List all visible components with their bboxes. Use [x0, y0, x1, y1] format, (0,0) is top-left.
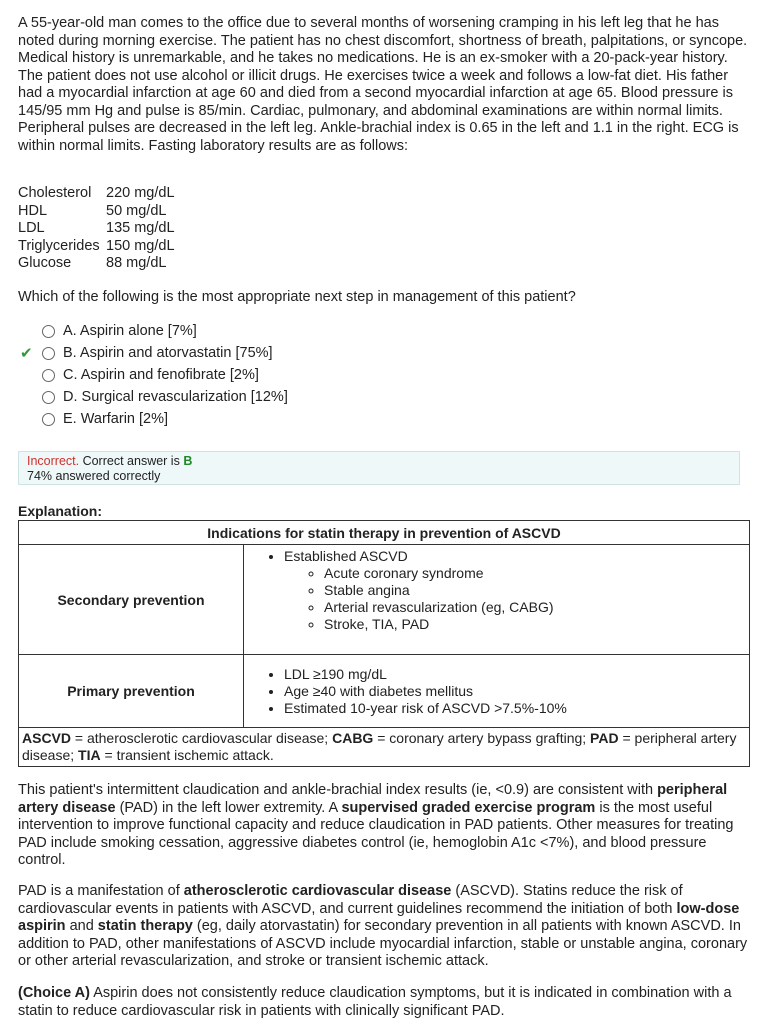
radio-button[interactable] [42, 391, 55, 404]
lab-row [18, 203, 175, 221]
explanation-heading: Explanation: [18, 503, 103, 519]
list-item: • LDL ≥190 mg/dL [284, 666, 749, 683]
lab-value: 135 mg/dL [106, 220, 175, 236]
primary-criteria [244, 655, 750, 728]
choice-b[interactable] [20, 342, 288, 364]
choice-label: B. Aspirin and atorvastatin [75%] [63, 345, 273, 361]
secondary-criteria [244, 545, 750, 655]
list-item: ◦ Stable angina [324, 582, 749, 599]
lab-name: LDL [18, 220, 45, 236]
lab-row [18, 255, 175, 273]
radio-button[interactable] [42, 325, 55, 338]
table-footnote: ASCVD = atherosclerotic cardiovascular disease; CABG = coronary artery bypass grafting; PAD = peripheral artery disease; TIA = transient ischemic attack. [19, 728, 750, 767]
choice-e[interactable] [20, 408, 288, 430]
choice-c[interactable] [20, 364, 288, 386]
lab-value: 50 mg/dL [106, 202, 167, 219]
choice-label: A. Aspirin alone [7%] [63, 323, 197, 339]
radio-button[interactable] [42, 413, 55, 426]
lab-name: HDL [18, 202, 48, 219]
primary-label: Primary prevention [19, 655, 244, 728]
list-item: • Established ASCVD ◦ Acute coronary syndrome ◦ Stable angina ◦ Arterial revascularization (eg, CABG) ◦ Stroke, TIA, PAD [284, 548, 749, 633]
result-banner [18, 451, 740, 485]
lab-name: Glucose [18, 255, 72, 271]
lab-name: Triglycerides [18, 237, 100, 254]
explanation-paragraph-1: This patient's intermittent claudication and ankle-brachial index results (ie, <0.9) are consistent with peripheral artery disease (PAD) in the left lower extremity. A supervised graded exercise program is the most useful intervention to improve functional capacity and reduce claudication in PAD patients. Other measures for treating PAD include smoking cessation, aggressive diabetes control (ie, hemoglobin A1c <7%), and blood pressure control. [18, 782, 734, 868]
result-correct-text: Correct answer is [79, 454, 184, 468]
lab-row [18, 185, 175, 203]
answer-choices [20, 320, 288, 430]
correct-check-icon: ✔ [20, 345, 33, 362]
table-title: Indications for statin therapy in prevention of ASCVD [19, 521, 750, 545]
statin-indications-table [18, 520, 750, 767]
lab-name: Cholesterol [18, 185, 92, 201]
choice-a[interactable] [20, 320, 288, 342]
lab-value: 88 mg/dL [106, 255, 167, 271]
choice-label: E. Warfarin [2%] [63, 411, 169, 427]
lab-row [18, 238, 175, 256]
choice-d[interactable] [20, 386, 288, 408]
lab-value: 220 mg/dL [106, 185, 175, 201]
choice-label: C. Aspirin and fenofibrate [2%] [63, 367, 259, 383]
table-row [19, 545, 750, 655]
list-item: • Age ≥40 with diabetes mellitus [284, 683, 749, 700]
choice-label: D. Surgical revascularization [12%] [63, 389, 288, 405]
table-footnote-row [19, 728, 750, 767]
radio-button[interactable] [42, 369, 55, 382]
list-item: ◦ Stroke, TIA, PAD [324, 616, 749, 633]
table-header-row [19, 521, 750, 545]
result-stats: 74% answered correctly [27, 469, 161, 483]
lab-value: 150 mg/dL [106, 237, 175, 254]
result-status: Incorrect. [27, 454, 80, 468]
question-stem: A 55-year-old man comes to the office due to several months of worsening cramping in his left leg that he has noted during morning exercise. The patient has no chest discomfort, shortness of breath, palpitations, or syncope. Medical history is unremarkable, and he takes no medications. He is an ex-smoker with a 20-pack-year history. The patient does not use alcohol or illicit drugs. He exercises twice a week and follows a low-fat diet. His father had a myocardial infarction at age 60 and died from a second myocardial infarction at age 65. Blood pressure is 145/95 mm Hg and pulse is 85/min. Cardiac, pulmonary, and abdominal examinations are within normal limits. Peripheral pulses are decreased in the left leg. Ankle-brachial index is 0.65 in the left and 1.1 in the right. ECG is within normal limits. Fasting laboratory results are as follows: [18, 15, 748, 154]
secondary-label: Secondary prevention [19, 545, 244, 655]
lab-results [18, 185, 175, 273]
list-item: ◦ Acute coronary syndrome [324, 565, 749, 582]
question-prompt: Which of the following is the most appropriate next step in management of this patient? [18, 289, 576, 305]
explanation-paragraph-2: PAD is a manifestation of atherosclerotic cardiovascular disease (ASCVD). Statins reduce the risk of cardiovascular events in patients with ASCVD, and current guidelines recommend the initiation of both low-dose aspirin and statin therapy (eg, daily atorvastatin) for secondary prevention in all patients with known ASCVD. In addition to PAD, other manifestations of ASCVD include myocardial infarction, stable or unstable angina, coronary or other arterial revascularization, and stroke or transient ischemic attack. [18, 883, 748, 969]
result-line [27, 454, 731, 469]
table-row [19, 655, 750, 728]
lab-row [18, 220, 175, 238]
choice-a-explanation: (Choice A) Aspirin does not consistently reduce claudication symptoms, but it is indicated in combination with a statin to reduce cardiovascular risk in patients with clinically significant PAD. [18, 985, 732, 1019]
list-item: ◦ Arterial revascularization (eg, CABG) [324, 599, 749, 616]
correct-letter: B [183, 454, 193, 468]
list-item: • Estimated 10-year risk of ASCVD >7.5%-10% [284, 700, 749, 717]
radio-button[interactable] [42, 347, 55, 360]
